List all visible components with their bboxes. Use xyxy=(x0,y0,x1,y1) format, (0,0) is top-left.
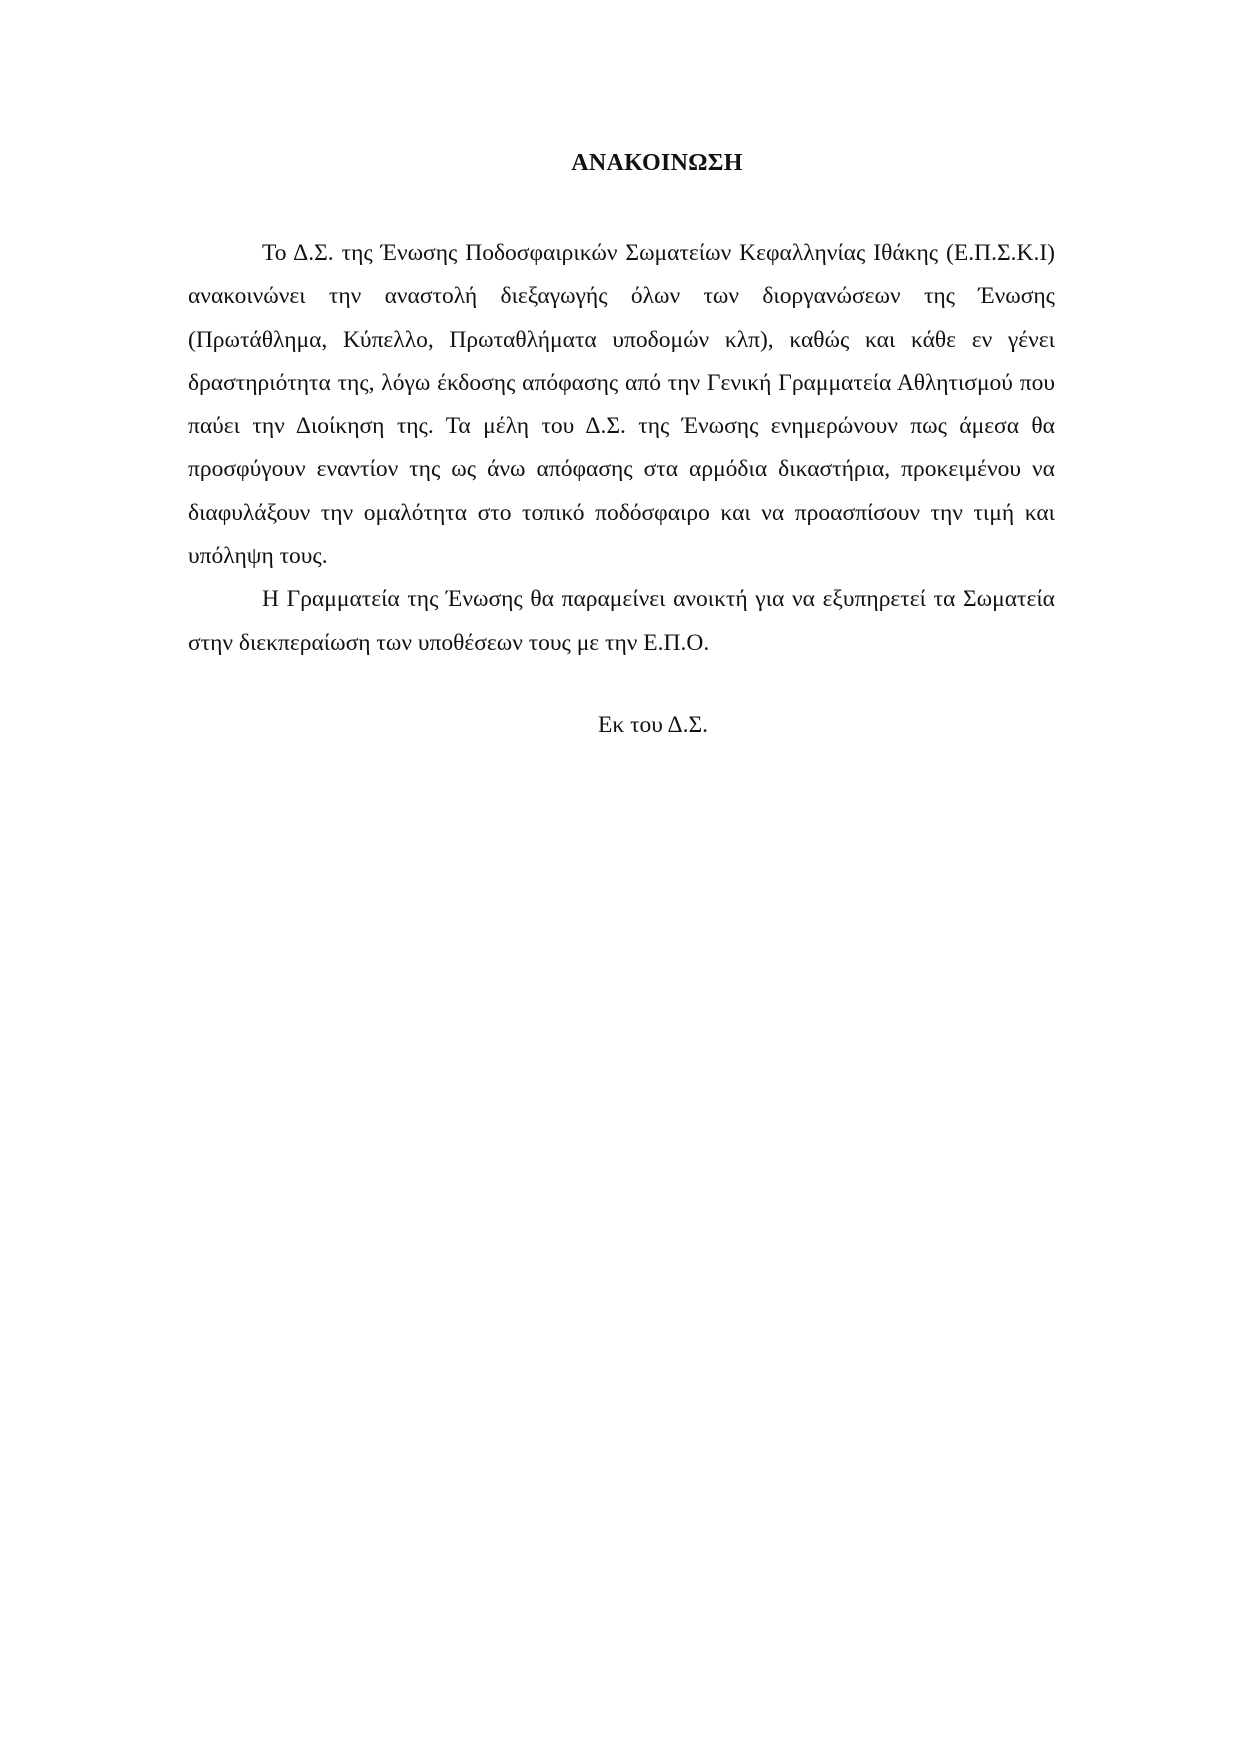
signature-line: Εκ του Δ.Σ. xyxy=(598,712,709,738)
document-body xyxy=(188,232,1055,665)
document-title: ΑΝΑΚΟΙΝΩΣΗ xyxy=(571,150,743,176)
paragraph-secretariat: Η Γραμματεία της Ένωσης θα παραμείνει ανοικτή για να εξυπηρετεί τα Σωματεία στην διεκπεραίωση των υποθέσεων τους με την Ε.Π.Ο. xyxy=(188,586,1055,656)
paragraph-announcement: Το Δ.Σ. της Ένωσης Ποδοσφαιρικών Σωματείων Κεφαλληνίας Ιθάκης (Ε.Π.Σ.Κ.Ι) ανακοινώνει την αναστολή διεξαγωγής όλων των διοργανώσεων της Ένωσης (Πρωτάθλημα, Κύπελλο, Πρωταθλήματα υποδομών κλπ), καθώς και κάθε εν γένει δραστηριότητα της, λόγω έκδοσης απόφασης από την Γενική Γραμματεία Αθλητισμού που παύει την Διοίκηση της. Τα μέλη του Δ.Σ. της Ένωσης ενημερώνουν πως άμεσα θα προσφύγουν εναντίον της ως άνω απόφασης στα αρμόδια δικαστήρια, προκειμένου να διαφυλάξουν την ομαλότητα στο τοπικό ποδόσφαιρο και να προασπίσουν την τιμή και υπόληψη τους. xyxy=(188,240,1055,570)
